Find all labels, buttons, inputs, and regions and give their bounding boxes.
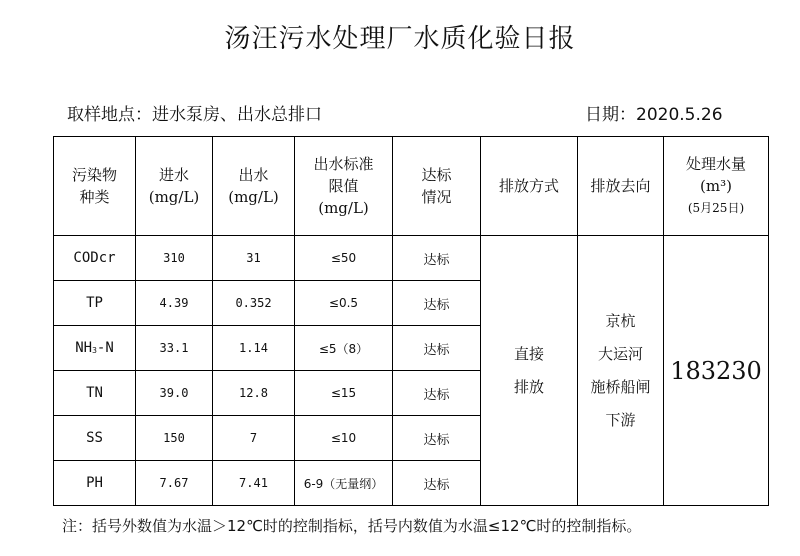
header-row — [54, 137, 769, 236]
footnote: 注：括号外数值为水温＞12℃时的控制指标，括号内数值为水温≤12℃时的控制指标。 — [62, 517, 642, 535]
header-effluent: 出水 (mg/L) — [213, 137, 295, 236]
table-row — [54, 236, 769, 281]
limit-cell: ≤50 — [295, 236, 393, 281]
limit-cell: ≤0.5 — [295, 281, 393, 326]
effluent-cell: 12.8 — [213, 371, 295, 416]
discharge-destination-cell: 京杭 大运河 施桥船闸 下游 — [578, 236, 664, 506]
water-quality-table — [53, 136, 769, 506]
header-discharge-destination: 排放去向 — [578, 137, 664, 236]
influent-cell: 7.67 — [136, 461, 213, 506]
sampling-location: 取样地点：进水泵房、出水总排口 — [67, 105, 322, 125]
status-cell: 达标 — [393, 416, 481, 461]
influent-cell: 33.1 — [136, 326, 213, 371]
limit-cell: ≤5（8） — [295, 326, 393, 371]
header-volume: 处理水量 (m³) (5月25日) — [664, 137, 769, 236]
effluent-cell: 7 — [213, 416, 295, 461]
species-cell: TP — [54, 281, 136, 326]
limit-cell: ≤10 — [295, 416, 393, 461]
header-influent: 进水 (mg/L) — [136, 137, 213, 236]
limit-cell: ≤15 — [295, 371, 393, 416]
report-title: 汤汪污水处理厂水质化验日报 — [224, 24, 576, 54]
header-compliance: 达标 情况 — [393, 137, 481, 236]
influent-cell: 310 — [136, 236, 213, 281]
influent-cell: 150 — [136, 416, 213, 461]
effluent-cell: 7.41 — [213, 461, 295, 506]
species-cell: CODcr — [54, 236, 136, 281]
species-cell: $NH_3-N$ — [54, 326, 136, 371]
status-cell: 达标 — [393, 461, 481, 506]
species-cell: PH — [54, 461, 136, 506]
influent-cell: 4.39 — [136, 281, 213, 326]
status-cell: 达标 — [393, 326, 481, 371]
status-cell: 达标 — [393, 281, 481, 326]
status-cell: 达标 — [393, 236, 481, 281]
effluent-cell: 0.352 — [213, 281, 295, 326]
effluent-cell: 31 — [213, 236, 295, 281]
volume-cell: 183230 — [664, 236, 769, 506]
limit-cell: 6-9（无量纲） — [295, 461, 393, 506]
header-limit: 出水标准 限值 (mg/L) — [295, 137, 393, 236]
discharge-method-cell: 直接 排放 — [481, 236, 578, 506]
species-cell: TN — [54, 371, 136, 416]
header-species: 污染物 种类 — [54, 137, 136, 236]
species-cell: SS — [54, 416, 136, 461]
effluent-cell: 1.14 — [213, 326, 295, 371]
report-date: 日期：2020.5.26 — [585, 105, 723, 125]
influent-cell: 39.0 — [136, 371, 213, 416]
status-cell: 达标 — [393, 371, 481, 416]
header-discharge-method: 排放方式 — [481, 137, 578, 236]
